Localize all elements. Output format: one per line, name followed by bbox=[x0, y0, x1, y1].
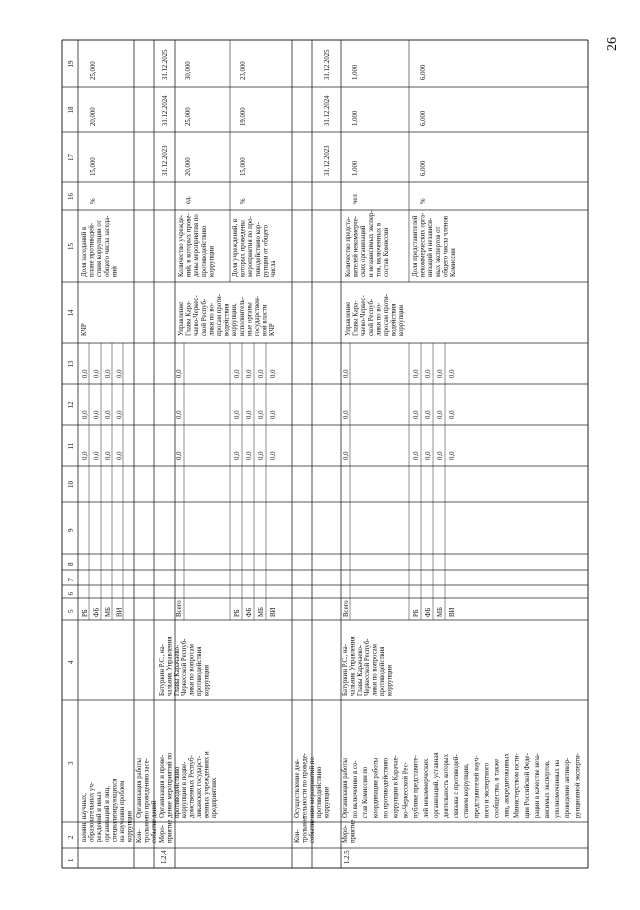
indicator-text: Доля представителей bbox=[412, 215, 419, 277]
indicator-text: Доля учреждений, в bbox=[232, 218, 239, 277]
item-description: публике представите- bbox=[412, 755, 420, 818]
indicator-text: которых проведены bbox=[239, 220, 247, 277]
indicator-text: мероприятия по про- bbox=[247, 216, 255, 277]
budget-value: 0,0 bbox=[437, 451, 444, 460]
item-type: Меро- bbox=[342, 824, 349, 843]
executor-text: лики по во- bbox=[208, 302, 216, 336]
target-2024: 1,000 bbox=[352, 110, 359, 126]
description-text: коррупции bbox=[126, 810, 134, 842]
event-type: Кон- bbox=[294, 829, 301, 843]
item-description: коррупции в Карачае- bbox=[392, 755, 400, 818]
budget-value: 0,0 bbox=[425, 369, 432, 378]
budget-value: 0,0 bbox=[343, 451, 350, 460]
budget-value: 0,0 bbox=[449, 451, 456, 460]
item-description: домственных Респуб- bbox=[188, 755, 196, 818]
event-text: даний bbox=[150, 800, 158, 818]
unit-text: % bbox=[420, 198, 427, 204]
target-2025: 1,000 bbox=[352, 64, 359, 80]
budget-value: 0,0 bbox=[176, 369, 183, 378]
indicator-text: ний, в которых прове- bbox=[185, 213, 193, 277]
column-number-4: 4 bbox=[67, 660, 75, 664]
description-text: организаций и лиц, bbox=[103, 786, 111, 842]
budget-source: ВИ bbox=[270, 607, 277, 617]
budget-value: 0,0 bbox=[116, 451, 124, 460]
responsible-person: чальник Управления bbox=[166, 636, 174, 696]
column-number-5: 5 bbox=[67, 609, 75, 613]
item-description: лиц, аккредитованных bbox=[503, 753, 511, 818]
column-number-17: 17 bbox=[67, 154, 75, 161]
item-description: рации в качестве неза- bbox=[533, 752, 541, 818]
column-number-9: 9 bbox=[67, 528, 75, 532]
budget-source: РБ bbox=[234, 609, 241, 617]
budget-source: МБ bbox=[258, 607, 265, 617]
responsible-person: Черкесской Респуб- bbox=[181, 638, 189, 696]
executor-text: КЧР bbox=[269, 323, 277, 336]
budget-source: ВИ bbox=[449, 607, 456, 617]
budget-value: 0,0 bbox=[246, 369, 253, 378]
budget-value: 0,0 bbox=[413, 410, 420, 419]
item-description: ции Российской Феде- bbox=[523, 753, 531, 818]
item-description: ликанских государст- bbox=[196, 755, 203, 818]
column-number-13: 13 bbox=[67, 360, 75, 368]
item-description: предприятиях bbox=[210, 777, 218, 818]
column-number-1: 1 bbox=[67, 858, 75, 862]
item-description: коррупции в подве- bbox=[181, 761, 189, 818]
indicator-text: коррупции bbox=[208, 245, 216, 277]
unit-text: чел bbox=[352, 194, 359, 204]
target-2023: 6,000 bbox=[420, 160, 427, 176]
budget-source: РБ bbox=[413, 609, 420, 617]
item-description: представителей науч- bbox=[473, 755, 481, 818]
executor-text: коррупции bbox=[398, 304, 406, 336]
item-description: уполномоченных на bbox=[554, 759, 562, 818]
indicator-text: и независимых экспер- bbox=[367, 210, 375, 277]
executor-text: КЧР bbox=[81, 323, 88, 336]
budget-source: Всего bbox=[176, 600, 183, 617]
responsible-person: Главы Карачаево- bbox=[173, 644, 181, 696]
budget-value: 0,0 bbox=[425, 410, 432, 419]
column-number-14: 14 bbox=[67, 309, 75, 317]
executor-text: водействия bbox=[390, 303, 398, 336]
responsible-person: лики по вопросам bbox=[188, 644, 196, 696]
item-description: противодействию bbox=[173, 766, 181, 818]
budget-value: 0,0 bbox=[270, 369, 277, 378]
description-text: шении, научных, bbox=[81, 793, 88, 842]
column-number-6: 6 bbox=[67, 592, 75, 596]
executor-text: лики по во- bbox=[375, 302, 383, 336]
column-number-18: 18 bbox=[67, 106, 75, 114]
executor-text: Главы Кара- bbox=[185, 300, 193, 336]
indicator-text: общего числа членов bbox=[442, 215, 450, 277]
event-text: коррупции bbox=[323, 786, 331, 818]
item-description: по противодействию bbox=[382, 757, 390, 818]
description-text: образовательных уч- bbox=[88, 781, 96, 842]
responsible-person: чальник Управления bbox=[349, 636, 357, 696]
date-2024: 31.12.2024 bbox=[324, 95, 331, 126]
target-2023: 1,000 bbox=[352, 160, 359, 176]
executor-text: Управление bbox=[345, 301, 352, 336]
column-number-16: 16 bbox=[67, 193, 75, 200]
executor-text: чаево-Черкес- bbox=[360, 295, 368, 336]
event-type: событие bbox=[150, 818, 158, 843]
description-text: реждений и иных bbox=[96, 791, 104, 842]
budget-value: 0,0 bbox=[176, 451, 183, 460]
budget-value: 0,0 bbox=[343, 410, 350, 419]
indicator-text: ских организаций bbox=[360, 225, 368, 277]
target-2025: 23,000 bbox=[240, 61, 247, 80]
event-text: тельности по проведе- bbox=[301, 752, 309, 818]
target-2024: 20,000 bbox=[90, 107, 97, 126]
indicator-text: некоммерческих орга- bbox=[419, 212, 427, 277]
page-number: 26 bbox=[605, 37, 620, 51]
indicator-text: тиводействию кор- bbox=[254, 222, 262, 277]
item-type: Меро- bbox=[159, 824, 166, 843]
budget-value: 0,0 bbox=[270, 451, 277, 460]
event-text: Организация работы bbox=[136, 758, 143, 818]
budget-source: Всего bbox=[343, 600, 350, 617]
indicator-text: мых экспертов от bbox=[434, 226, 442, 277]
event-text: Осуществление дея- bbox=[294, 758, 301, 818]
indicator-text: дены мероприятия по bbox=[193, 214, 201, 277]
budget-value: 0,0 bbox=[246, 451, 253, 460]
responsible-person: Черкесской Респуб- bbox=[364, 638, 372, 696]
item-description: по включению в со- bbox=[352, 760, 360, 818]
indicator-text: вителей некоммерче- bbox=[352, 215, 360, 277]
budget-value: 0,0 bbox=[234, 410, 241, 419]
item-description: организаций, уставная bbox=[432, 752, 440, 818]
column-number-19: 19 bbox=[67, 60, 75, 68]
executor-text: чаево-Черкес- bbox=[193, 295, 201, 336]
executor-text: ской Респуб- bbox=[200, 298, 208, 336]
target-2024: 19,000 bbox=[240, 107, 247, 126]
executor-text: просам проти- bbox=[383, 294, 390, 336]
executor-text: просам проти- bbox=[216, 294, 223, 336]
budget-value: 0,0 bbox=[270, 410, 277, 419]
item-description: Организация и прове- bbox=[159, 754, 166, 818]
date-2023: 31.12.2023 bbox=[162, 145, 169, 176]
column-number-15: 15 bbox=[67, 243, 75, 250]
indicator-text: состав Комиссии bbox=[383, 227, 390, 277]
column-number-2: 2 bbox=[67, 835, 75, 839]
item-description: деятельность которых bbox=[443, 754, 450, 818]
executor-text: коррупции, bbox=[231, 303, 239, 336]
budget-source: ВИ bbox=[116, 607, 124, 617]
executor-text: ной власти bbox=[261, 304, 269, 336]
budget-value: 0,0 bbox=[258, 451, 265, 460]
item-description: проведение антикор- bbox=[564, 757, 572, 818]
item-number: 1.2.5 bbox=[344, 850, 351, 864]
column-number-8: 8 bbox=[67, 562, 75, 566]
item-description: Министерством юсти- bbox=[513, 753, 521, 818]
item-number: 1.2.4 bbox=[161, 850, 168, 864]
budget-value: 0,0 bbox=[449, 369, 456, 378]
indicator-text: Комиссии bbox=[450, 248, 457, 277]
executor-text: водействия bbox=[223, 303, 231, 336]
target-2024: 6,000 bbox=[420, 110, 427, 126]
responsible-person: коррупции bbox=[203, 664, 211, 696]
budget-value: 0,0 bbox=[82, 451, 89, 460]
date-2025: 31.12.2025 bbox=[162, 49, 169, 80]
budget-value: 0,0 bbox=[82, 369, 89, 378]
target-2025: 6,000 bbox=[420, 64, 427, 80]
target-2023: 15,000 bbox=[240, 157, 247, 176]
budget-value: 0,0 bbox=[116, 369, 124, 378]
indicator-text: ний bbox=[111, 266, 119, 277]
item-description: во-Черкесской Рес- bbox=[402, 762, 410, 818]
column-number-12: 12 bbox=[67, 401, 75, 409]
indicator-text: тов, включенных в bbox=[375, 222, 383, 277]
budget-value: 0,0 bbox=[258, 410, 265, 419]
event-text: по проведению засе- bbox=[143, 758, 151, 818]
responsible-person: Батуркин Р.С., на- bbox=[342, 644, 349, 696]
budget-value: 0,0 bbox=[437, 410, 444, 419]
target-2023: 15,000 bbox=[90, 157, 97, 176]
budget-value: 0,0 bbox=[105, 410, 112, 419]
budget-value: 0,0 bbox=[413, 369, 420, 378]
column-number-11: 11 bbox=[67, 442, 75, 450]
item-description: ного и экспертного bbox=[483, 762, 491, 818]
executor-text: ской Респуб- bbox=[367, 298, 375, 336]
item-description: связана с противодей- bbox=[453, 754, 461, 818]
responsible-person: противодействия bbox=[379, 646, 386, 696]
item-description: висимых экспертов, bbox=[544, 760, 551, 818]
indicator-text: плане противодей- bbox=[88, 222, 96, 277]
column-number-3: 3 bbox=[67, 761, 75, 765]
budget-source: МБ bbox=[105, 607, 112, 617]
budget-value: 0,0 bbox=[82, 410, 89, 419]
budget-value: 0,0 bbox=[343, 369, 350, 378]
target-2024: 25,000 bbox=[185, 107, 192, 126]
budget-value: 0,0 bbox=[176, 410, 183, 419]
target-2025: 25,000 bbox=[90, 61, 97, 80]
budget-value: 0,0 bbox=[93, 410, 101, 419]
target-2023: 20,000 bbox=[185, 157, 192, 176]
description-text: на изучении проблем bbox=[119, 780, 126, 842]
item-type: приятие bbox=[349, 819, 357, 843]
budget-source: МБ bbox=[437, 607, 444, 617]
budget-value: 0,0 bbox=[425, 451, 432, 460]
budget-value: 0,0 bbox=[234, 369, 241, 378]
budget-source: РБ bbox=[82, 609, 89, 617]
indicator-text: общего числа заседа- bbox=[103, 215, 111, 277]
budget-value: 0,0 bbox=[105, 369, 112, 378]
date-2025: 31.12.2025 bbox=[324, 49, 331, 80]
indicator-text: Количество предста- bbox=[345, 216, 352, 277]
budget-value: 0,0 bbox=[105, 451, 112, 460]
responsible-person: лики по вопросам bbox=[371, 644, 379, 696]
budget-value: 0,0 bbox=[93, 451, 101, 460]
responsible-person: Батуркин Р.С., на- bbox=[159, 644, 166, 696]
indicator-text: Доля заседаний в bbox=[81, 226, 88, 277]
event-type: Кон- bbox=[136, 829, 143, 843]
item-description: ствием коррупции, bbox=[463, 763, 471, 818]
item-description: став Комиссии по bbox=[362, 766, 370, 818]
indicator-text: противодействию bbox=[200, 225, 208, 277]
event-type: трольное bbox=[143, 816, 151, 843]
indicator-text: ствия коррупции от bbox=[96, 220, 104, 277]
budget-value: 0,0 bbox=[246, 410, 253, 419]
target-2025: 30,000 bbox=[185, 61, 192, 80]
budget-source: ФБ bbox=[246, 607, 253, 617]
executor-text: государствен- bbox=[254, 295, 261, 336]
executor-text: исполнитель- bbox=[238, 296, 246, 336]
event-type: трольное bbox=[301, 816, 309, 843]
item-description: рупционной эксперти- bbox=[574, 753, 582, 818]
item-description: дение мероприятий по bbox=[166, 752, 174, 818]
budget-value: 0,0 bbox=[449, 410, 456, 419]
event-text: нию мероприятий по bbox=[308, 757, 316, 818]
unit-text: ед. bbox=[185, 195, 192, 204]
column-number-10: 10 bbox=[67, 481, 75, 488]
date-2024: 31.12.2024 bbox=[162, 95, 169, 126]
executor-text: ные органы bbox=[246, 302, 254, 336]
date-2023: 31.12.2023 bbox=[324, 145, 331, 176]
item-description: лей некоммерческих bbox=[422, 758, 430, 818]
item-description: Организация работы bbox=[342, 758, 349, 818]
unit-text: % bbox=[240, 198, 247, 204]
executor-text: Главы Кара- bbox=[352, 300, 360, 336]
item-description: сообщества, в также bbox=[493, 758, 501, 818]
responsible-person: противодействия bbox=[196, 646, 203, 696]
event-text: противодействию bbox=[316, 766, 324, 818]
item-type: приятие bbox=[166, 819, 174, 843]
budget-value: 0,0 bbox=[258, 369, 265, 378]
budget-value: 0,0 bbox=[116, 410, 124, 419]
responsible-person: Главы Карачаево- bbox=[356, 644, 364, 696]
budget-value: 0,0 bbox=[234, 451, 241, 460]
budget-value: 0,0 bbox=[437, 369, 444, 378]
budget-value: 0,0 bbox=[413, 451, 420, 460]
budget-source: ФБ bbox=[93, 607, 101, 617]
description-text: специализирующихся bbox=[111, 778, 119, 842]
item-description: координации работы bbox=[372, 757, 380, 818]
indicator-text: числа bbox=[270, 260, 277, 277]
budget-value: 0,0 bbox=[93, 369, 101, 378]
responsible-person: коррупции bbox=[386, 664, 394, 696]
item-description: венных учреждениях и bbox=[203, 751, 211, 818]
unit-text: % bbox=[90, 198, 97, 204]
column-number-7: 7 bbox=[67, 578, 75, 582]
budget-source: ФБ bbox=[425, 607, 432, 617]
executor-text: Управление bbox=[178, 301, 185, 336]
indicator-text: Количество учрежде- bbox=[178, 214, 185, 277]
indicator-text: низаций и независи- bbox=[427, 217, 435, 277]
event-type: событие bbox=[308, 818, 316, 843]
indicator-text: рупции от общего bbox=[262, 224, 270, 277]
